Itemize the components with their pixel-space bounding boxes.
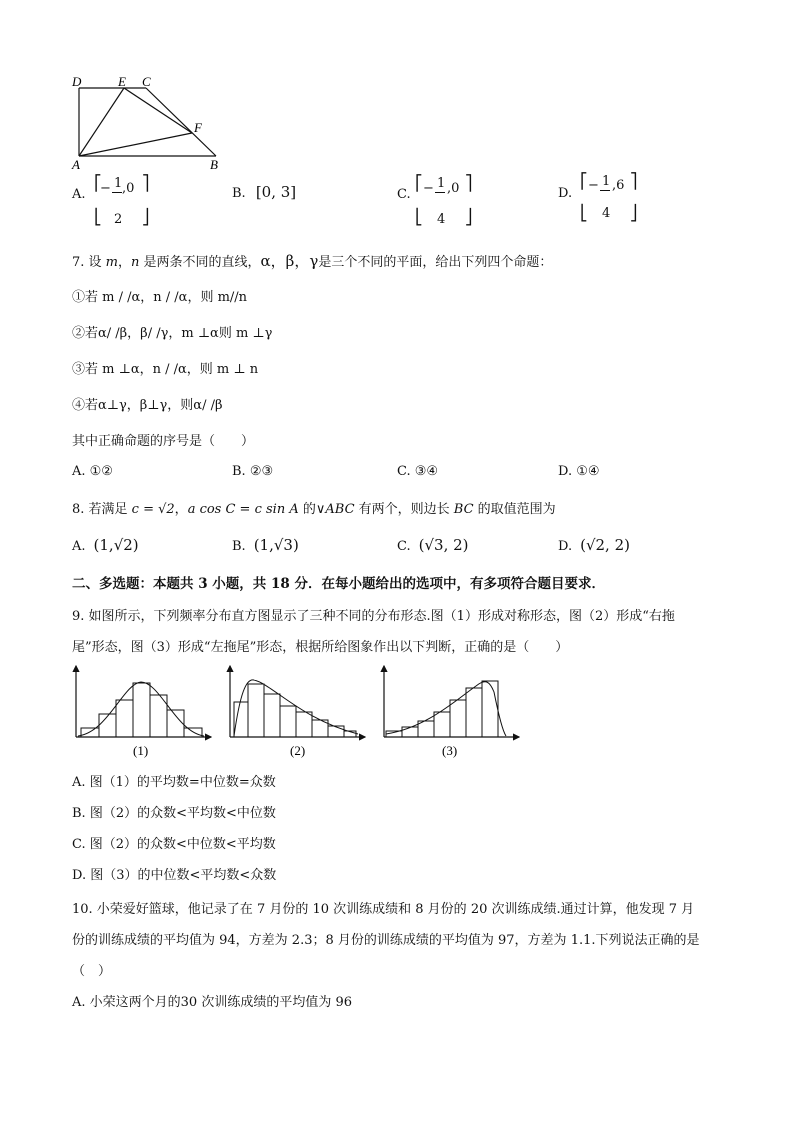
q10-stem-line-1: 10. 小荣爱好篮球，他记录了在 7 月份的 10 次训练成绩和 8 月份的 20 次训练成绩.通过计算，他发现 7 月 xyxy=(72,902,695,917)
q8-option-a[interactable]: A. (1,√2) xyxy=(72,536,139,554)
q7-option-b[interactable]: B. ②③ xyxy=(232,464,274,479)
q7-option-a[interactable]: A. ①② xyxy=(72,464,113,479)
label-F: F xyxy=(194,120,202,135)
q6-option-a[interactable]: A. ⎡ ⎣ − 1 2 ,0 ⎤ ⎦ xyxy=(72,174,150,227)
q9-option-b[interactable]: B. 图（2）的众数<平均数<中位数 xyxy=(72,806,276,821)
q10-stem-line-3: （ ） xyxy=(72,964,112,979)
q7-proposition-3: ③若 m ⊥α，n / /α，则 m ⊥ n xyxy=(72,362,259,377)
q7-option-c[interactable]: C. ③④ xyxy=(397,464,439,479)
caption-2: (2) xyxy=(290,743,306,758)
histogram-left-skewed xyxy=(376,664,522,760)
q8-option-d[interactable]: D. (√2, 2) xyxy=(558,536,630,554)
q9-stem-line-2: 尾”形态，图（3）形成“左拖尾”形态，根据所给图象作出以下判断，正确的是（ ） xyxy=(72,640,569,655)
q9-option-a[interactable]: A. 图（1）的平均数=中位数=众数 xyxy=(72,775,276,790)
q6-option-b[interactable]: B. [0, 3] xyxy=(232,183,297,201)
q7-stem: 7. 设 m，n 是两条不同的直线，α，β，γ是三个不同的平面，给出下列四个命题： xyxy=(72,252,553,270)
q6-option-c[interactable]: C. ⎡ ⎣ − 1 4 ,0 ⎤ ⎦ xyxy=(397,174,473,227)
q7-proposition-2: ②若α/ /β，β/ /γ，m ⊥α则 m ⊥γ xyxy=(72,326,273,341)
label-E: E xyxy=(118,74,126,89)
q8-stem: 8. 若满足 c = √2，a cos C = c sin A 的∨ABC 有两个，则边长 BC 的取值范围为 xyxy=(72,502,556,517)
section-2-heading: 二、多选题：本题共 3 小题，共 18 分．在每小题给出的选项中，有多项符合题目要求． xyxy=(72,576,605,592)
q7-proposition-4: ④若α⊥γ，β⊥γ，则α/ /β xyxy=(72,398,223,413)
q9-option-c[interactable]: C. 图（2）的众数<中位数<平均数 xyxy=(72,837,276,852)
q10-option-a[interactable]: A. 小荣这两个月的30 次训练成绩的平均值为 96 xyxy=(72,995,353,1010)
trapezoid-figure xyxy=(68,72,228,172)
q7-question: 其中正确命题的序号是（ ） xyxy=(72,434,255,449)
q6-option-d[interactable]: D. ⎡ ⎣ − 1 4 ,6 ⎤ ⎦ xyxy=(558,172,638,222)
label-C: C xyxy=(142,74,151,89)
q8-option-c[interactable]: C. (√3, 2) xyxy=(397,536,469,554)
q7-proposition-1: ①若 m / /α，n / /α，则 m//n xyxy=(72,290,248,305)
label-D: D xyxy=(72,74,82,89)
q9-stem-line-1: 9. 如图所示，下列频率分布直方图显示了三种不同的分布形态.图（1）形成对称形态，图（2）形成“右拖 xyxy=(72,609,675,624)
q10-stem-line-2: 份的训练成绩的平均值为 94，方差为 2.3；8 月份的训练成绩的平均值为 97，方差为 1.1.下列说法正确的是 xyxy=(72,933,700,948)
histogram-symmetric xyxy=(68,664,214,760)
caption-1: (1) xyxy=(133,743,149,758)
q9-option-d[interactable]: D. 图（3）的中位数<平均数<众数 xyxy=(72,868,277,883)
caption-3: (3) xyxy=(442,743,458,758)
q8-option-b[interactable]: B. (1,√3) xyxy=(232,536,299,554)
label-B: B xyxy=(210,157,218,172)
label-A: A xyxy=(72,157,80,172)
histogram-right-skewed xyxy=(222,664,368,760)
q7-option-d[interactable]: D. ①④ xyxy=(558,464,600,479)
